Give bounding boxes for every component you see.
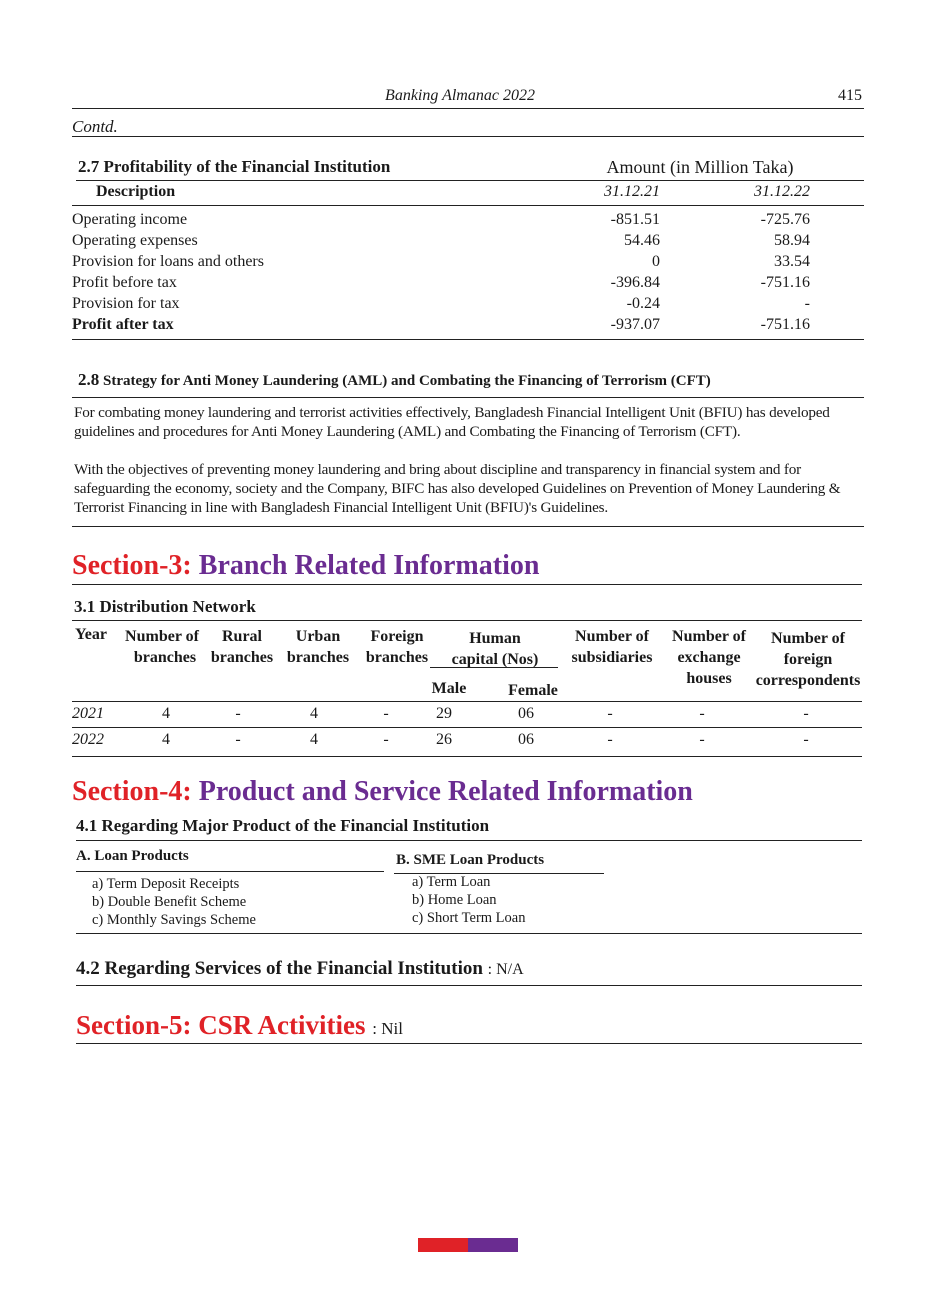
profitability-header-rule — [72, 205, 864, 206]
list-item: b) Double Benefit Scheme — [92, 894, 247, 910]
footer-bar-purple — [468, 1238, 518, 1252]
col-urban-branches: Urban branches — [286, 628, 350, 666]
list-item: a) Term Deposit Receipts — [92, 876, 240, 892]
cell-year: 2021 — [72, 705, 104, 722]
cell-foreign: - — [383, 731, 389, 748]
row-value-2021: -851.51 — [610, 211, 660, 228]
cell-female: 06 — [518, 705, 534, 722]
page-number: 415 — [838, 87, 862, 104]
row-label: Profit before tax — [72, 274, 177, 291]
loan-products-title: A. Loan Products — [76, 848, 189, 864]
cell-exchange: - — [699, 705, 705, 722]
row-value-2022: 58.94 — [774, 232, 810, 249]
row-value-2022: 33.54 — [774, 253, 810, 270]
sme-loan-products-title: B. SME Loan Products — [396, 852, 545, 868]
contd-rule — [72, 136, 864, 137]
services-title: 4.2 Regarding Services of the Financial Institution — [76, 958, 483, 979]
row-value-2022: - — [804, 295, 810, 312]
table-row — [72, 295, 812, 316]
row-value-2021: -396.84 — [610, 274, 660, 291]
footer-bar-red — [418, 1238, 468, 1252]
date-column-1: 31.12.21 — [604, 183, 660, 200]
aml-title — [78, 370, 711, 390]
aml-title-rule — [72, 397, 864, 398]
table-row — [72, 316, 812, 337]
row-label: Provision for tax — [72, 295, 180, 312]
loan-products-rule — [76, 871, 384, 872]
section-5-prefix: Section-5: — [76, 1010, 192, 1040]
list-item: c) Monthly Savings Scheme — [92, 912, 256, 928]
human-capital-rule — [430, 667, 558, 668]
section-4-title: Product and Service Related Information — [198, 776, 693, 807]
row-value-2021: -0.24 — [626, 295, 660, 312]
table-row — [72, 211, 812, 232]
table-row — [72, 253, 812, 274]
description-header: Description — [96, 183, 176, 200]
services-rule — [76, 985, 862, 986]
aml-bottom-rule — [72, 526, 864, 527]
cell-branches: 4 — [162, 731, 170, 748]
cell-correspondents: - — [803, 705, 809, 722]
cell-exchange: - — [699, 731, 705, 748]
date-column-2: 31.12.22 — [754, 183, 810, 200]
services-heading — [76, 958, 524, 980]
major-product-rule — [76, 840, 862, 841]
cell-year: 2022 — [72, 731, 104, 748]
major-product-title: 4.1 Regarding Major Product of the Financial Institution — [76, 816, 490, 835]
cell-urban: 4 — [310, 705, 318, 722]
row-value-2021: -937.07 — [610, 316, 660, 333]
cell-subsidiaries: - — [607, 731, 613, 748]
cell-female: 06 — [518, 731, 534, 748]
profitability-bottom-rule — [72, 339, 864, 340]
aml-paragraph-2: With the objectives of preventing money laundering and bring about discipline and transparency in financial system and for safeguarding the economy, society and the Company, BIFC has also developed Guidelines on Prevention of Money Laundering & Terrorist Financing in line with Bangladesh Financial Intelligent Unit (BFIU)'s Guidelines. — [74, 461, 841, 516]
distribution-network-title: 3.1 Distribution Network — [74, 597, 256, 616]
col-number-of-exchange-houses: Number of exchange houses — [672, 628, 746, 687]
products-bottom-rule — [76, 933, 862, 934]
col-number-of-foreign-correspondents: Number of foreign correspondents — [755, 630, 861, 689]
cell-correspondents: - — [803, 731, 809, 748]
cell-subsidiaries: - — [607, 705, 613, 722]
table-row — [72, 274, 812, 295]
row-value-2022: -725.76 — [760, 211, 810, 228]
col-number-of-subsidiaries: Number of subsidiaries — [571, 628, 653, 666]
section-5-title: CSR Activities — [198, 1010, 366, 1040]
row-label: Operating income — [72, 211, 188, 228]
section-4-prefix: Section-4: — [72, 776, 192, 807]
distribution-header-rule — [72, 701, 862, 702]
section-3-heading — [72, 550, 539, 582]
col-rural-branches: Rural branches — [210, 628, 274, 666]
cell-foreign: - — [383, 705, 389, 722]
section-3-prefix: Section-3: — [72, 550, 192, 581]
cell-rural: - — [235, 731, 241, 748]
row-label: Profit after tax — [72, 316, 174, 333]
col-foreign-branches: Foreign branches — [365, 628, 429, 666]
col-female: Female — [508, 682, 558, 699]
section-5-value: : Nil — [372, 1019, 403, 1038]
row-rule — [72, 727, 862, 728]
list-item: a) Term Loan — [412, 874, 491, 890]
section-5-heading — [76, 1010, 403, 1041]
aml-paragraph-1: For combating money laundering and terrorist activities effectively, Bangladesh Financial Intelligent Unit (BFIU) has developed guidelines and procedures for Anti Money Laundering (AML) and Combating the Financing of Terrorism (CFT). — [74, 404, 830, 440]
distribution-bottom-rule — [72, 756, 862, 757]
row-label: Provision for loans and others — [72, 253, 264, 270]
cell-male: 29 — [436, 705, 452, 722]
profitability-title-rule — [76, 180, 864, 181]
list-item: b) Home Loan — [412, 892, 497, 908]
services-value: : N/A — [487, 961, 524, 978]
header-rule — [72, 108, 864, 109]
section-4-heading — [72, 776, 693, 808]
aml-title-text: Strategy for Anti Money Laundering (AML) and Combating the Financing of Terrorism (CFT) — [103, 373, 711, 389]
cell-urban: 4 — [310, 731, 318, 748]
cell-rural: - — [235, 705, 241, 722]
section-3-title: Branch Related Information — [198, 550, 540, 581]
row-value-2021: 54.46 — [624, 232, 660, 249]
section-5-rule — [76, 1043, 862, 1044]
list-item: c) Short Term Loan — [412, 910, 526, 926]
table-row — [72, 232, 812, 253]
row-value-2022: -751.16 — [760, 316, 810, 333]
aml-number: 2.8 — [78, 370, 100, 389]
row-value-2021: 0 — [652, 253, 660, 270]
cell-male: 26 — [436, 731, 452, 748]
cell-branches: 4 — [162, 705, 170, 722]
col-year: Year — [75, 626, 107, 643]
profitability-title: 2.7 Profitability of the Financial Institution — [78, 157, 391, 176]
contd-label: Contd. — [72, 117, 118, 136]
amount-label: Amount (in Million Taka) — [606, 157, 794, 177]
section-3-rule — [72, 584, 862, 585]
row-label: Operating expenses — [72, 232, 198, 249]
row-value-2022: -751.16 — [760, 274, 810, 291]
distribution-title-rule — [72, 620, 862, 621]
running-header-title: Banking Almanac 2022 — [385, 87, 535, 104]
col-number-of-branches: Number of branches — [125, 628, 199, 666]
col-male: Male — [431, 680, 467, 697]
col-human-capital: Human capital (Nos) — [451, 630, 539, 668]
